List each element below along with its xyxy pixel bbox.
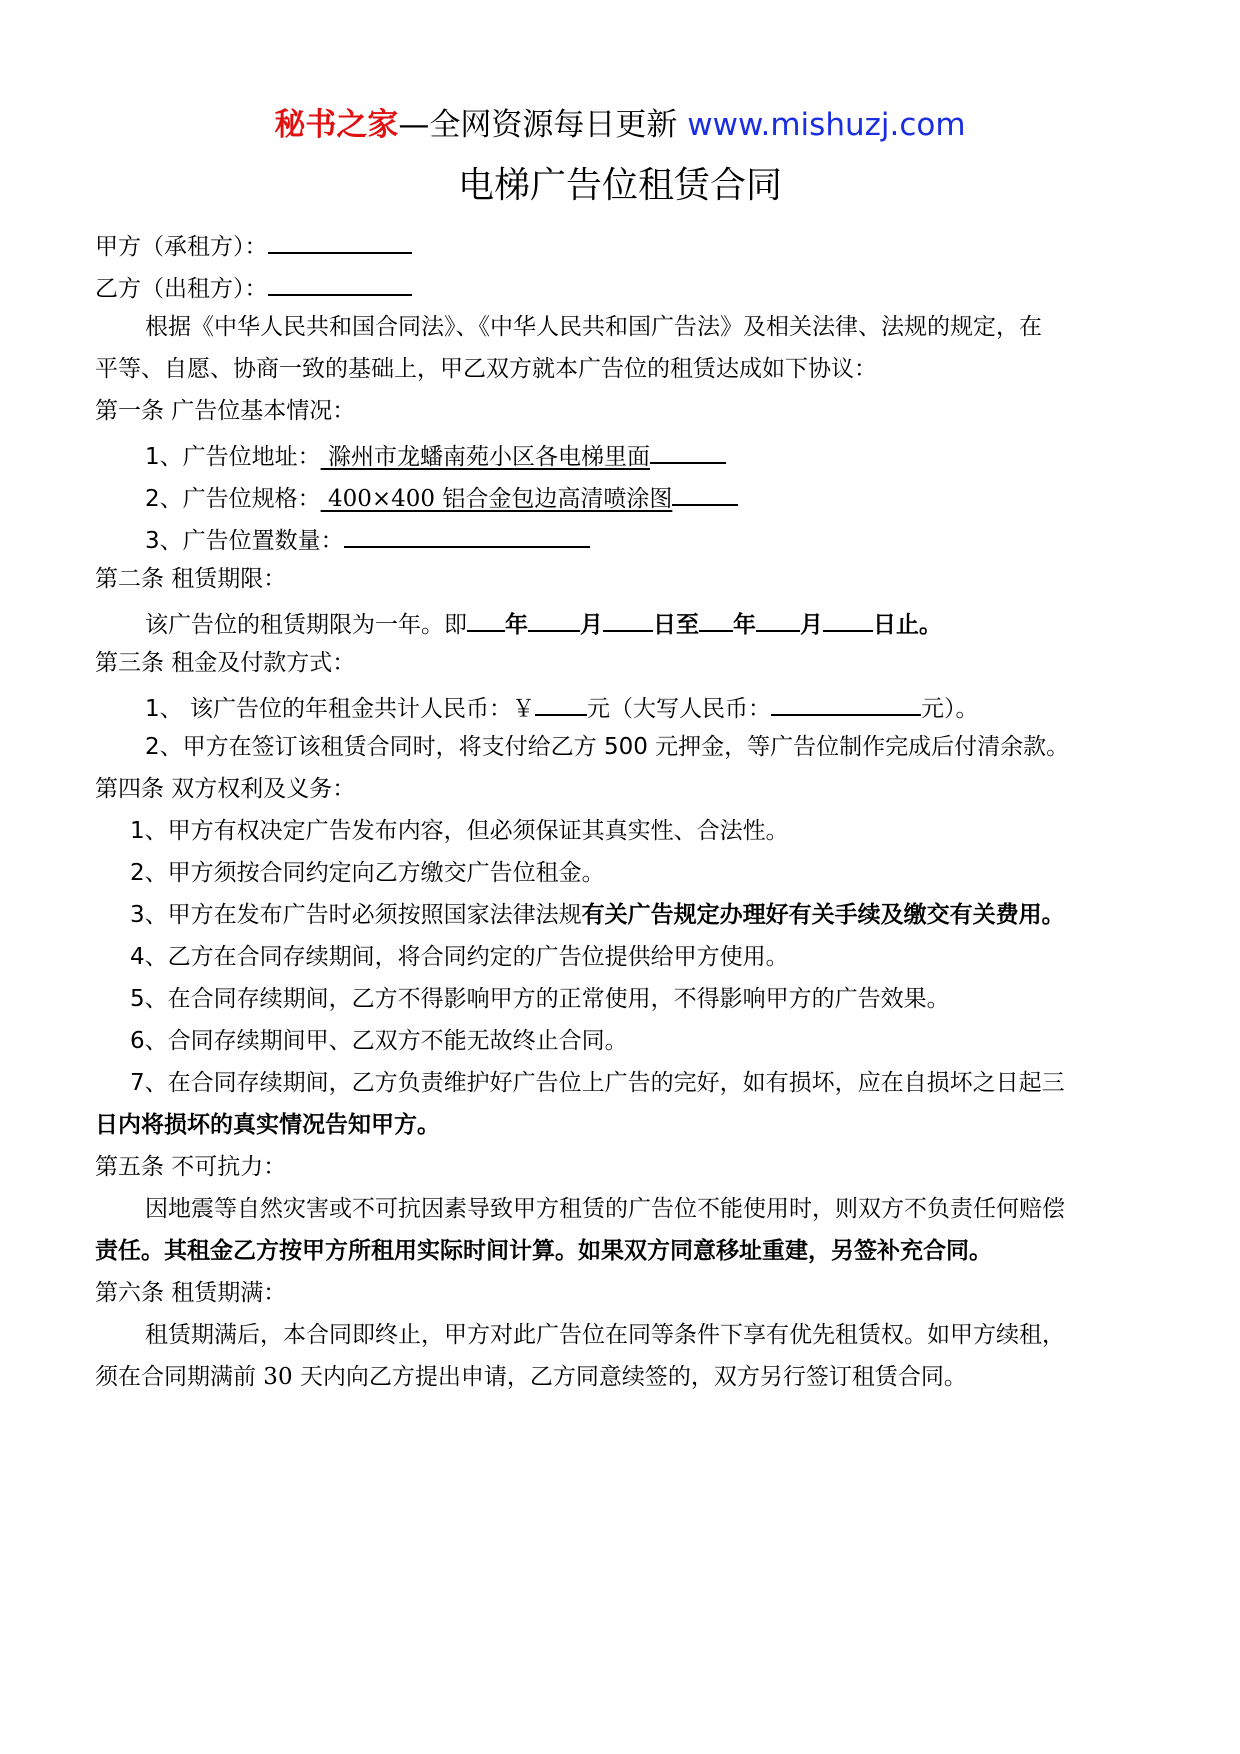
- article-3-item-2: 2、甲方在签订该租赁合同时，将支付给乙方 500 元押金，等广告位制作完成后付清余款。: [145, 734, 1070, 760]
- article-4-item-7-line-2: 日内将损坏的真实情况告知甲方。: [95, 1112, 440, 1138]
- banner-tagline: —全网资源每日更新: [398, 107, 678, 143]
- preamble-line-1: 根据《中华人民共和国合同法》、《中华人民共和国广告法》及相关法律、法规的规定，在: [145, 314, 1042, 340]
- start-year-blank[interactable]: [467, 604, 505, 632]
- article-6-heading: 第六条 租赁期满：: [95, 1280, 287, 1306]
- site-banner: [0, 104, 1240, 146]
- article-2-heading: 第二条 租赁期限：: [95, 566, 287, 592]
- party-b-blank[interactable]: [268, 268, 412, 296]
- rent-label: 1、 该广告位的年租金共计人民币：￥: [145, 696, 535, 722]
- item-3-text-b: 有关广告规定办理好有关手续及缴交有关费用。: [581, 902, 1065, 928]
- party-b-line: [95, 268, 412, 306]
- address-label: 1、广告位地址：: [145, 444, 321, 470]
- item-3-text-a: 3、甲方在发布广告时必须按照国家法律法规: [130, 902, 582, 928]
- spec-value: 400×400 铝合金包边高清喷涂图: [320, 486, 673, 512]
- banner-brand: 秘书之家: [274, 107, 399, 143]
- article-2-term: [145, 604, 942, 642]
- preamble-line-2: 平等、自愿、协商一致的基础上，甲乙双方就本广告位的租赁达成如下协议：: [95, 356, 877, 382]
- address-blank: [650, 436, 726, 464]
- quantity-blank[interactable]: [344, 520, 590, 548]
- article-4-heading: 第四条 双方权利及义务：: [95, 776, 356, 802]
- party-a-label: 甲方（承租方）：: [95, 234, 268, 260]
- contract-title: 电梯广告位租赁合同: [457, 165, 782, 206]
- month-label: 月: [580, 612, 603, 638]
- article-6-line-1: 租赁期满后，本合同即终止，甲方对此广告位在同等条件下享有优先租赁权。如甲方续租，: [145, 1322, 1065, 1348]
- article-5-heading: 第五条 不可抗力：: [95, 1154, 287, 1180]
- party-a-blank[interactable]: [268, 226, 412, 254]
- article-4-item-1: 1、甲方有权决定广告发布内容，但必须保证其真实性、合法性。: [130, 818, 789, 844]
- address-value: 滁州市龙蟠南苑小区各电梯里面: [320, 444, 650, 470]
- quantity-label: 3、广告位置数量：: [145, 528, 344, 554]
- spec-label: 2、广告位规格：: [145, 486, 321, 512]
- end-month-blank[interactable]: [756, 604, 800, 632]
- article-1-heading: 第一条 广告位基本情况：: [95, 398, 356, 424]
- rent-words-blank[interactable]: [771, 688, 921, 716]
- banner-url[interactable]: www.mishuzj.com: [687, 107, 966, 143]
- article-1-item-3: [145, 520, 590, 558]
- article-3-heading: 第三条 租金及付款方式：: [95, 650, 356, 676]
- spec-blank: [672, 478, 738, 506]
- rent-end: 元）。: [920, 696, 979, 722]
- end-day-blank[interactable]: [823, 604, 873, 632]
- day-end-label: 日止。: [873, 612, 942, 638]
- article-3-item-1: [145, 688, 978, 726]
- rent-words-label: 元（大写人民币：: [586, 696, 771, 722]
- start-day-blank[interactable]: [603, 604, 653, 632]
- article-4-item-3: [130, 898, 1065, 932]
- end-year-blank[interactable]: [699, 604, 733, 632]
- article-5-line-1: 因地震等自然灾害或不可抗因素导致甲方租赁的广告位不能使用时，则双方不负责任何赔偿: [145, 1196, 1065, 1222]
- party-b-label: 乙方（出租方）：: [95, 276, 268, 302]
- day-to-label: 日至: [653, 612, 699, 638]
- article-4-item-5: 5、在合同存续期间，乙方不得影响甲方的正常使用，不得影响甲方的广告效果。: [130, 986, 950, 1012]
- article-5-line-2: 责任。其租金乙方按甲方所租用实际时间计算。如果双方同意移址重建，另签补充合同。: [95, 1238, 992, 1264]
- article-1-item-2: [145, 478, 738, 516]
- start-month-blank[interactable]: [528, 604, 580, 632]
- article-1-item-1: [145, 436, 726, 474]
- article-4-item-4: 4、乙方在合同存续期间，将合同约定的广告位提供给甲方使用。: [130, 944, 789, 970]
- article-4-item-6: 6、合同存续期间甲、乙双方不能无故终止合同。: [130, 1028, 628, 1054]
- term-text: 该广告位的租赁期限为一年。即: [145, 612, 467, 638]
- year-label: 年: [505, 612, 528, 638]
- party-a-line: [95, 226, 412, 264]
- article-4-item-2: 2、甲方须按合同约定向乙方缴交广告位租金。: [130, 860, 605, 886]
- end-year-label: 年: [733, 612, 756, 638]
- rent-amount-blank[interactable]: [535, 688, 587, 716]
- end-month-label: 月: [800, 612, 823, 638]
- article-4-item-7-line-1: 7、在合同存续期间，乙方负责维护好广告位上广告的完好，如有损坏，应在自损坏之日起三: [130, 1070, 1065, 1096]
- article-6-line-2: 须在合同期满前 30 天内向乙方提出申请，乙方同意续签的，双方另行签订租赁合同。: [95, 1364, 967, 1390]
